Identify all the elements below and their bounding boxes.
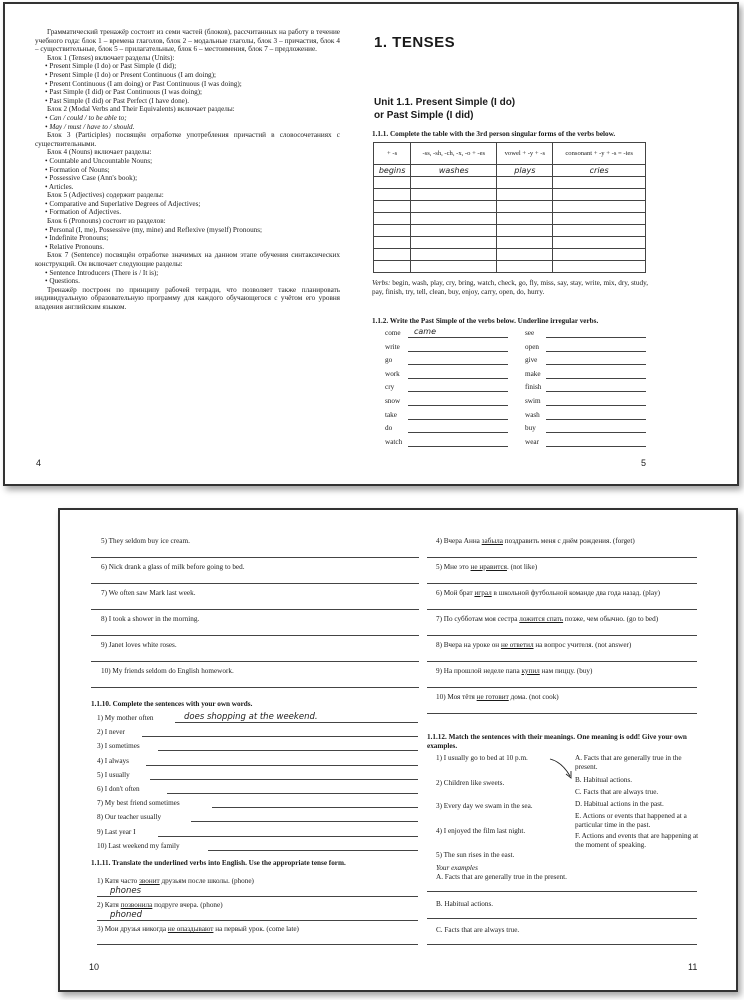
sentence-start: 4) I always	[97, 756, 129, 765]
block7-text: Блок 7 (Sentence) посвящён отработке значимых на данном этапе обучения синтаксических конструкций. Он включает следующие разделы:	[35, 251, 340, 269]
table-example-cell: cries	[553, 165, 646, 177]
handwritten-answer: phones	[110, 886, 142, 896]
sentence-start: 7) My best friend sometimes	[97, 799, 180, 808]
your-examples-label: Your examples	[436, 864, 478, 872]
list-item: • Countable and Uncountable Nouns;	[35, 157, 340, 166]
verb-label: finish	[525, 383, 542, 392]
table-example-cell: plays	[497, 165, 553, 177]
answer-line[interactable]	[212, 807, 418, 808]
list-item: • Present Simple (I do) or Present Continuous (I am doing);	[35, 71, 340, 80]
meaning-option: A. Facts that are generally true in the present.	[575, 754, 682, 771]
sentence-start: 9) Last year I	[97, 827, 136, 836]
verb-label: open	[525, 342, 539, 351]
translation-sentence	[436, 589, 660, 598]
sentence: 8) I took a shower in the morning.	[101, 615, 200, 623]
translation-sentence	[97, 901, 223, 910]
sentence-text: поздравить меня с днём рождения. (forget)	[502, 537, 635, 545]
block7-list	[35, 269, 340, 286]
answer-line[interactable]	[408, 391, 508, 392]
answer-line[interactable]	[427, 687, 697, 688]
meaning-option: E. Actions or events that happened at a particular time in the past.	[575, 812, 687, 829]
match-sentence: 1) I usually go to bed at 10 p.m.	[436, 754, 528, 762]
block5-text: Блок 5 (Adjectives) содержит разделы:	[47, 191, 164, 200]
verb-label: wash	[525, 410, 540, 419]
answer-line[interactable]	[146, 765, 418, 766]
example-answer: came	[414, 327, 437, 336]
verb-label: buy	[525, 424, 536, 433]
sentence-text: на вопрос учителя. (not answer)	[533, 641, 632, 649]
answer-line[interactable]	[97, 896, 418, 897]
verb-label: go	[385, 356, 393, 365]
answer-line[interactable]	[150, 779, 418, 780]
list-item: • Past Simple (I did) or Past Continuous (I was doing);	[35, 88, 340, 97]
block1-list	[35, 62, 340, 105]
table-header-cell: -ss, -sh, -ch, -x, -o + -es	[411, 143, 497, 165]
translation-sentence	[436, 641, 631, 650]
answer-line[interactable]	[546, 419, 646, 420]
underlined-verb: не ответил	[500, 641, 534, 649]
sentence-start: 3) I sometimes	[97, 742, 140, 751]
unit-title-line2: or Past Simple (I did)	[374, 110, 474, 121]
answer-line[interactable]	[142, 736, 418, 737]
sentence: 5) They seldom buy ice cream.	[101, 537, 190, 545]
answer-line[interactable]	[546, 351, 646, 352]
exercise-1-1-1-instruction: 1.1.1. Complete the table with the 3rd person singular forms of the verbs below.	[372, 130, 616, 138]
answer-line[interactable]	[427, 891, 697, 892]
sentence-text: . (not like)	[506, 563, 538, 571]
page-number-10: 10	[89, 962, 100, 972]
list-item: • Questions.	[35, 277, 340, 286]
handwritten-answer: phoned	[110, 910, 142, 920]
answer-line[interactable]	[546, 405, 646, 406]
list-item: • Sentence Introducers (There is / It is);	[35, 269, 340, 278]
answer-line[interactable]	[546, 446, 646, 447]
sentence-start: 1) My mother often	[97, 714, 154, 722]
answer-line[interactable]	[191, 821, 418, 822]
block2-list	[35, 114, 340, 131]
list-item: • Articles.	[35, 183, 340, 192]
answer-line[interactable]	[427, 918, 697, 919]
verb-label: give	[525, 356, 538, 365]
answer-line[interactable]	[546, 337, 646, 338]
sentence-text: 4) Вчера Анна	[436, 537, 482, 545]
table-header-cell: consonant + -y + -s = -ies	[553, 143, 646, 165]
sentence-start: 6) I don't often	[97, 785, 140, 793]
answer-line[interactable]	[427, 583, 697, 584]
list-item: • Personal (I, me), Possessive (my, mine) and Reflexive (myself) Pronouns;	[35, 226, 340, 235]
sentence-text: подруге вчера. (phone)	[152, 901, 223, 909]
answer-line[interactable]	[427, 635, 697, 636]
answer-line[interactable]	[91, 687, 419, 688]
page-number-5: 5	[641, 458, 647, 468]
answer-line[interactable]	[408, 432, 508, 433]
underlined-verb: не опаздывают	[167, 925, 214, 933]
list-item: • May / must / have to / should.	[35, 123, 340, 132]
answer-line[interactable]	[91, 635, 419, 636]
list-item: • Indefinite Pronouns;	[35, 234, 340, 243]
page-number-11: 11	[688, 962, 698, 972]
answer-line[interactable]	[408, 378, 508, 379]
answer-line[interactable]	[546, 378, 646, 379]
list-item: • Past Simple (I did) or Past Perfect (I have done).	[35, 97, 340, 106]
list-item: • Possessive Case (Ann's book);	[35, 174, 340, 183]
verb-label: swim	[525, 397, 541, 405]
translation-sentence	[97, 877, 254, 886]
answer-line[interactable]	[408, 337, 508, 338]
answer-line[interactable]	[208, 850, 418, 851]
answer-line[interactable]	[546, 364, 646, 365]
sentence-text: 5) Мне это	[436, 563, 471, 571]
underlined-verb: ложится спать	[519, 615, 564, 623]
verb-label: see	[525, 329, 535, 337]
answer-line[interactable]	[408, 364, 508, 365]
verb-label: take	[385, 410, 397, 419]
answer-line[interactable]	[427, 609, 697, 610]
sentence-text: 2) Катя	[97, 901, 121, 909]
answer-line[interactable]	[408, 446, 508, 447]
sentence-text: 6) Мой брат	[436, 589, 475, 597]
answer-line[interactable]	[546, 432, 646, 433]
meaning-option: D. Habitual actions in the past.	[575, 800, 664, 808]
block5-list	[35, 200, 340, 217]
answer-line[interactable]	[91, 583, 419, 584]
sentence-text: дома. (not cook)	[508, 693, 559, 701]
chapter-title: 1. TENSES	[374, 34, 456, 51]
unit-title-line1: Unit 1.1. Present Simple (I do)	[374, 97, 516, 108]
intro-text: Грамматический тренажёр состоит из семи частей (блоков), рассчитанных на работу в течение учебного года: блок 1 – времена глаголов, блок 2 – модальные глаголы, блок 3 – причастия, блок 4 – существительные, блок 5 – прилагательные, блок 6 – местоимения, блок 7 – предложение.	[35, 28, 340, 54]
translation-sentence	[97, 925, 299, 934]
answer-line[interactable]	[91, 661, 419, 662]
match-arrow-icon	[548, 756, 578, 782]
sentence-text: 1) Катя часто	[97, 877, 140, 885]
answer-line[interactable]	[91, 557, 419, 558]
sentence-start: 8) Our teacher usually	[97, 813, 162, 822]
block6-list	[35, 226, 340, 252]
answer-line[interactable]	[167, 793, 418, 794]
handwritten-answer: does shopping at the weekend.	[184, 712, 318, 722]
translation-sentence	[436, 563, 537, 572]
underlined-verb: позвонила	[120, 901, 153, 909]
sentence: 7) We often saw Mark last week.	[101, 589, 196, 597]
list-item: • Present Continuous (I am doing) or Past Continuous (I was doing);	[35, 80, 340, 89]
block3-text: Блок 3 (Participles) посвящён отработке употребления причастий в словосочетаниях с существительными.	[35, 131, 340, 148]
sentence-text: 9) На прошлой неделе папа	[436, 667, 522, 675]
example-prompt: C. Facts that are always true.	[436, 926, 520, 934]
sentence-start: 2) I never	[97, 728, 125, 737]
match-sentence: 4) I enjoyed the film last night.	[436, 827, 526, 835]
answer-line[interactable]	[427, 713, 697, 714]
answer-line[interactable]	[408, 405, 508, 406]
answer-line[interactable]	[408, 419, 508, 420]
table-example-cell: washes	[411, 165, 497, 177]
verb-label: work	[385, 369, 400, 378]
answer-line[interactable]	[91, 609, 419, 610]
sentence-text: 3) Мои друзья никогда	[97, 925, 168, 933]
exercise-1-1-11-instruction: 1.1.11. Translate the underlined verbs into English. Use the appropriate tense form.	[91, 859, 346, 867]
verb-label: snow	[385, 397, 401, 405]
translation-sentence	[436, 537, 635, 546]
example-prompt: A. Facts that are generally true in the present.	[436, 873, 567, 881]
outro-text: Тренажёр построен по принципу рабочей тетради, что позволяет также планировать индивидуальную образовательную программу для каждого обучающегося с учётом его уровня владения английским языком.	[35, 285, 340, 311]
sentence-text: позже, чем обычно. (go to bed)	[563, 615, 659, 623]
sentence-text: на первый урок. (come late)	[213, 925, 299, 933]
sentence-text: друзьям после школы. (phone)	[159, 877, 254, 885]
sentence-start: 5) I usually	[97, 770, 130, 779]
match-sentence: 2) Children like sweets.	[436, 779, 505, 787]
meaning-option: C. Facts that are always true.	[575, 788, 659, 796]
table-header-cell: vowel + -y + -s	[497, 143, 553, 165]
verbs-label: Verbs:	[372, 279, 391, 287]
unit-title	[374, 96, 515, 122]
sentence: 10) My friends seldom do English homework.	[101, 667, 234, 675]
sentence: 9) Janet loves white roses.	[101, 641, 177, 649]
block2-text: Блок 2 (Modal Verbs and Their Equivalents) включает разделы:	[47, 105, 235, 114]
sentence-text: 7) По субботам моя сестра	[436, 615, 520, 623]
match-sentence: 5) The sun rises in the east.	[436, 851, 515, 859]
verb-forms-table	[373, 142, 646, 273]
block1-text: Блок 1 (Tenses) включает разделы (Units):	[47, 53, 175, 62]
underlined-verb: забыла	[481, 537, 503, 545]
answer-line[interactable]	[158, 836, 418, 837]
translation-sentence	[436, 667, 592, 676]
answer-line[interactable]	[427, 661, 697, 662]
meaning-option: B. Habitual actions.	[575, 776, 633, 784]
sentence-text: 10) Моя тётя	[436, 693, 477, 701]
verb-label: do	[385, 424, 393, 433]
list-item: • Present Simple (I do) or Past Simple (I did);	[35, 62, 340, 71]
verbs-text: begin, wash, play, cry, bring, watch, check, go, fly, miss, say, stay, write, mix, dry, study, pay, finish, try, tell, clean, buy, enjoy, carry, open, do, hurry.	[372, 279, 649, 296]
list-item: • Comparative and Superlative Degrees of Adjectives;	[35, 200, 340, 209]
sentence-text: нам пиццу. (buy)	[539, 667, 593, 675]
block6-text: Блок 6 (Pronouns) состоит из разделов:	[47, 217, 166, 226]
underlined-verb: играл	[474, 589, 492, 597]
underlined-verb: не нравится	[470, 563, 507, 571]
answer-line[interactable]	[427, 557, 697, 558]
list-item: • Relative Pronouns.	[35, 243, 340, 252]
table-header-cell: + -s	[374, 143, 411, 165]
verb-label: watch	[385, 437, 403, 446]
sentence-start: 10) Last weekend my family	[97, 841, 180, 850]
block4-text: Блок 4 (Nouns) включает разделы:	[47, 148, 152, 157]
sentence-text: 8) Вчера на уроке он	[436, 641, 501, 649]
underlined-verb: купил	[521, 667, 540, 675]
verb-label: cry	[385, 383, 395, 392]
answer-line[interactable]	[408, 351, 508, 352]
table-example-cell: begins	[374, 165, 411, 177]
answer-line[interactable]	[175, 722, 418, 723]
exercise-1-1-10-instruction: 1.1.10. Complete the sentences with your own words.	[91, 700, 253, 708]
meaning-option: F. Actions and events that are happening at the moment of speaking.	[575, 832, 699, 849]
sentence: 6) Nick drank a glass of milk before going to bed.	[101, 563, 245, 571]
page-4	[35, 28, 340, 312]
verb-label: wear	[525, 437, 539, 446]
page-number-4: 4	[36, 458, 42, 468]
underlined-verb: звонит	[139, 877, 160, 885]
exercise-1-1-2-instruction: 1.1.2. Write the Past Simple of the verbs below. Underline irregular verbs.	[372, 317, 599, 325]
answer-line[interactable]	[158, 750, 418, 751]
answer-line[interactable]	[97, 920, 418, 921]
answer-line[interactable]	[427, 944, 697, 945]
verb-label: write	[385, 342, 400, 351]
verb-label: make	[525, 369, 541, 378]
list-item: • Can / could / to be able to;	[35, 114, 340, 123]
example-prompt: B. Habitual actions.	[436, 900, 494, 908]
translation-sentence	[436, 693, 559, 702]
verb-label: come	[385, 329, 401, 337]
underlined-verb: не готовит	[476, 693, 509, 701]
answer-line[interactable]	[97, 944, 418, 945]
answer-line[interactable]	[546, 391, 646, 392]
list-item: • Formation of Nouns;	[35, 166, 340, 175]
exercise-1-1-12-instruction: 1.1.12. Match the sentences with their meanings. One meaning is odd! Give your own examples.	[427, 733, 687, 750]
translation-sentence	[436, 615, 658, 624]
block4-list	[35, 157, 340, 191]
list-item: • Formation of Adjectives.	[35, 208, 340, 217]
sentence-text: в школьной футбольной команде два года назад. (play)	[491, 589, 661, 597]
verbs-list	[372, 279, 648, 296]
match-sentence: 3) Every day we swam in the sea.	[436, 802, 533, 810]
